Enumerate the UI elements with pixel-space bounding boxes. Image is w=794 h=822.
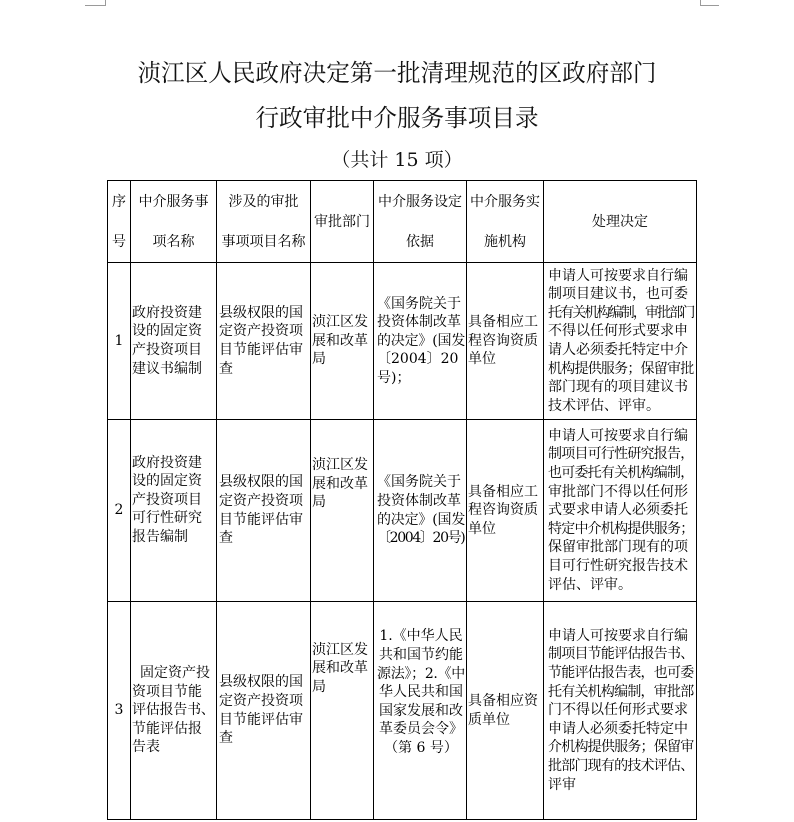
cell-approval-item-line: 县级权限的国	[219, 304, 303, 321]
cell-service-provider-line: 单位	[468, 351, 496, 368]
cell-approval-department-line: 局	[312, 678, 326, 695]
cell-decision	[544, 602, 697, 820]
cell-service-item-name-line: 告表	[132, 739, 160, 756]
table-row	[108, 602, 697, 820]
crop-mark-top-left-vertical	[105, 0, 106, 6]
cell-decision-line: 制项目建议书，也可委	[548, 286, 688, 303]
header-serial-number-line: 序	[112, 193, 126, 210]
cell-service-item-name-line: 建议书编制	[132, 360, 202, 377]
cell-approval-department-line: 局	[312, 351, 326, 368]
cell-approval-item-line: 查	[219, 730, 233, 747]
cell-legal-basis	[374, 420, 467, 602]
cell-service-item-name-line: 产投资项目	[132, 491, 202, 508]
cell-legal-basis-line: 的决定》(国发	[377, 511, 466, 528]
cell-approval-department-line: 浈江区发	[312, 457, 368, 474]
cell-decision-line: 评估、评审。	[548, 576, 632, 593]
cell-approval-item-line: 县级权限的国	[219, 474, 303, 491]
header-service-provider-line: 中介服务实	[470, 193, 540, 210]
cell-decision-line: 目可行性研究报告技术	[548, 557, 688, 574]
cell-service-item-name	[131, 420, 217, 602]
header-legal-basis-line: 中介服务设定	[378, 193, 462, 210]
cell-decision-line: 技术评估、评审。	[548, 397, 660, 414]
cell-decision-line: 批部门现有的技术评估、	[548, 757, 694, 774]
cell-legal-basis-line: 投资体制改革	[377, 314, 461, 331]
cell-service-provider-line: 具备相应资	[468, 692, 538, 709]
cell-service-provider	[467, 263, 544, 420]
header-decision-line: 处理决定	[592, 213, 648, 230]
cell-service-item-name	[131, 602, 217, 820]
cell-approval-department	[311, 263, 374, 420]
cell-decision-line: 保留审批部门现有的项	[548, 539, 688, 556]
header-decision	[544, 181, 697, 263]
cell-service-item-name-line: 报告编制	[132, 528, 188, 545]
cell-service-item-name	[131, 263, 217, 420]
cell-legal-basis-line: （第 6 号）	[384, 739, 458, 756]
cell-service-item-name-line: 可行性研究	[132, 510, 202, 527]
item-count-subtitle: （共计 15 项）	[331, 149, 463, 171]
cell-approval-item-line: 定资产投资项	[219, 492, 303, 509]
cell-approval-item-line: 目节能评估审	[219, 511, 303, 528]
header-service-item-name-line: 中介服务事	[138, 193, 209, 210]
header-approval-department	[311, 181, 374, 263]
header-approval-department-line: 审批部门	[314, 213, 370, 230]
cell-decision-line: 门不得以任何形式要求	[548, 702, 688, 719]
header-service-provider-line: 施机构	[484, 233, 526, 250]
cell-decision-line: 请人必须委托特定中介	[548, 342, 688, 358]
cell-legal-basis-line: 投资体制改革	[377, 492, 461, 509]
cell-decision-line: 制项目可行性研究报告，	[548, 446, 694, 463]
cell-serial-number: 2	[108, 420, 131, 602]
cell-legal-basis-line: 华人民共和国	[379, 684, 463, 701]
cell-legal-basis	[374, 602, 467, 820]
cell-approval-department-line: 局	[312, 494, 326, 511]
cell-legal-basis-line: 〔2004〕20号)	[377, 530, 465, 547]
table-row	[108, 420, 697, 602]
cell-legal-basis-line: 共和国节约能	[379, 647, 463, 664]
cell-legal-basis-line: 国家发展和改	[379, 702, 463, 719]
document-title-line-2: 行政审批中介服务事项目录	[255, 104, 539, 132]
table-header-row	[108, 181, 697, 263]
cell-legal-basis-line: 革委员会令》	[379, 721, 463, 738]
header-legal-basis	[374, 181, 467, 263]
header-service-item-name	[131, 181, 217, 263]
cell-service-item-name-line: 评估报告书、	[132, 702, 215, 719]
cell-decision	[544, 420, 697, 602]
cell-decision-line: 制项目节能评估报告书、	[548, 646, 694, 663]
cell-service-provider-line: 程咨询资质	[468, 502, 538, 519]
cell-legal-basis-line: 〔2004〕20	[377, 351, 459, 368]
cell-service-item-name-line: 设的固定资	[132, 473, 202, 490]
cell-decision-line: 机构提供服务；保留审批	[548, 360, 694, 377]
crop-mark-top-left-horizontal	[85, 5, 106, 6]
cell-service-provider	[467, 602, 544, 820]
service-items-table	[107, 180, 697, 820]
header-service-item-name-line: 项名称	[152, 233, 195, 250]
cell-service-provider-line: 单位	[468, 520, 496, 537]
cell-decision-line: 托有关机构编制，审批部门	[548, 304, 694, 321]
cell-approval-department-line: 展和改革	[312, 475, 368, 492]
cell-service-item-name-line: 固定资产投	[140, 665, 210, 682]
cell-approval-item-line: 县级权限的国	[219, 674, 303, 691]
cell-decision-line: 节能评估报告表，也可委	[548, 665, 694, 682]
cell-decision-line: 申请人可按要求自行编	[548, 427, 688, 444]
cell-legal-basis	[374, 263, 467, 420]
cell-serial-number: 3	[108, 602, 131, 820]
cell-service-provider-line: 具备相应工	[468, 483, 538, 500]
cell-approval-item-line: 定资产投资项	[219, 692, 303, 709]
cell-service-item-name-line: 产投资项目	[132, 342, 202, 358]
cell-legal-basis-line: 1.《中华人民	[379, 628, 463, 645]
header-approval-item	[217, 181, 311, 263]
cell-service-item-name-line: 节能评估报	[132, 720, 202, 737]
cell-approval-department-line: 浈江区发	[312, 314, 368, 331]
cell-decision-line: 申请人必须委托特定中	[548, 720, 688, 737]
cell-service-provider-line: 程咨询资质	[468, 332, 538, 349]
cell-decision-line: 式要求申请人必须委托	[548, 502, 688, 519]
cell-approval-item-line: 目节能评估审	[219, 342, 303, 358]
cell-serial-number: 1	[108, 263, 131, 420]
cell-decision-line: 审批部门不得以任何形	[548, 483, 688, 500]
cell-approval-department	[311, 602, 374, 820]
cell-approval-item	[217, 602, 311, 820]
crop-mark-top-right-horizontal	[700, 5, 719, 6]
cell-approval-item-line: 查	[219, 530, 233, 547]
table-row	[108, 263, 697, 420]
cell-decision-line: 申请人可按要求自行编	[548, 627, 688, 644]
cell-decision-line: 评审	[548, 776, 576, 793]
header-approval-item-line: 事项项目名称	[221, 233, 306, 250]
cell-service-provider-line: 具备相应工	[468, 314, 538, 331]
cell-approval-item-line: 目节能评估审	[219, 711, 303, 728]
cell-approval-department-line: 浈江区发	[312, 641, 368, 658]
cell-service-provider	[467, 420, 544, 602]
cell-decision-line: 特定中介机构提供服务；	[548, 520, 694, 537]
header-approval-item-line: 涉及的审批	[228, 193, 299, 210]
cell-decision	[544, 263, 697, 420]
cell-service-item-name-line: 政府投资建	[132, 304, 202, 321]
cell-approval-item	[217, 263, 311, 420]
cell-decision-line: 申请人可按要求自行编	[548, 267, 688, 284]
cell-approval-department-line: 展和改革	[312, 660, 368, 677]
cell-approval-item-line: 定资产投资项	[219, 323, 303, 340]
header-service-provider	[467, 181, 544, 263]
document-title-line-1: 浈江区人民政府决定第一批清理规范的区政府部门	[137, 59, 657, 87]
cell-legal-basis-line: 源法》；2.《中	[377, 665, 465, 682]
cell-approval-item	[217, 420, 311, 602]
cell-service-item-name-line: 设的固定资	[132, 323, 202, 340]
cell-approval-item-line: 查	[219, 360, 233, 377]
header-serial-number-line: 号	[112, 233, 126, 250]
header-serial-number	[108, 181, 131, 263]
cell-approval-department-line: 展和改革	[312, 332, 368, 349]
cell-decision-line: 部门现有的项目建议书	[548, 379, 688, 396]
cell-decision-line: 托有关机构编制，审批部	[548, 683, 694, 700]
cell-decision-line: 也可委托有关机构编制，	[548, 465, 694, 482]
cell-decision-line: 介机构提供服务；保留审	[548, 739, 694, 756]
cell-service-item-name-line: 政府投资建	[132, 454, 202, 471]
cell-service-item-name-line: 资项目节能	[132, 683, 202, 700]
cell-legal-basis-line: 号)；	[377, 369, 411, 386]
cell-approval-department	[311, 420, 374, 602]
header-legal-basis-line: 依据	[406, 233, 434, 250]
cell-legal-basis-line: 的决定》(国发	[377, 332, 466, 349]
cell-decision-line: 不得以任何形式要求申	[548, 323, 688, 340]
cell-legal-basis-line: 《国务院关于	[377, 474, 461, 491]
cell-service-provider-line: 质单位	[468, 711, 510, 728]
cell-legal-basis-line: 《国务院关于	[377, 295, 461, 312]
